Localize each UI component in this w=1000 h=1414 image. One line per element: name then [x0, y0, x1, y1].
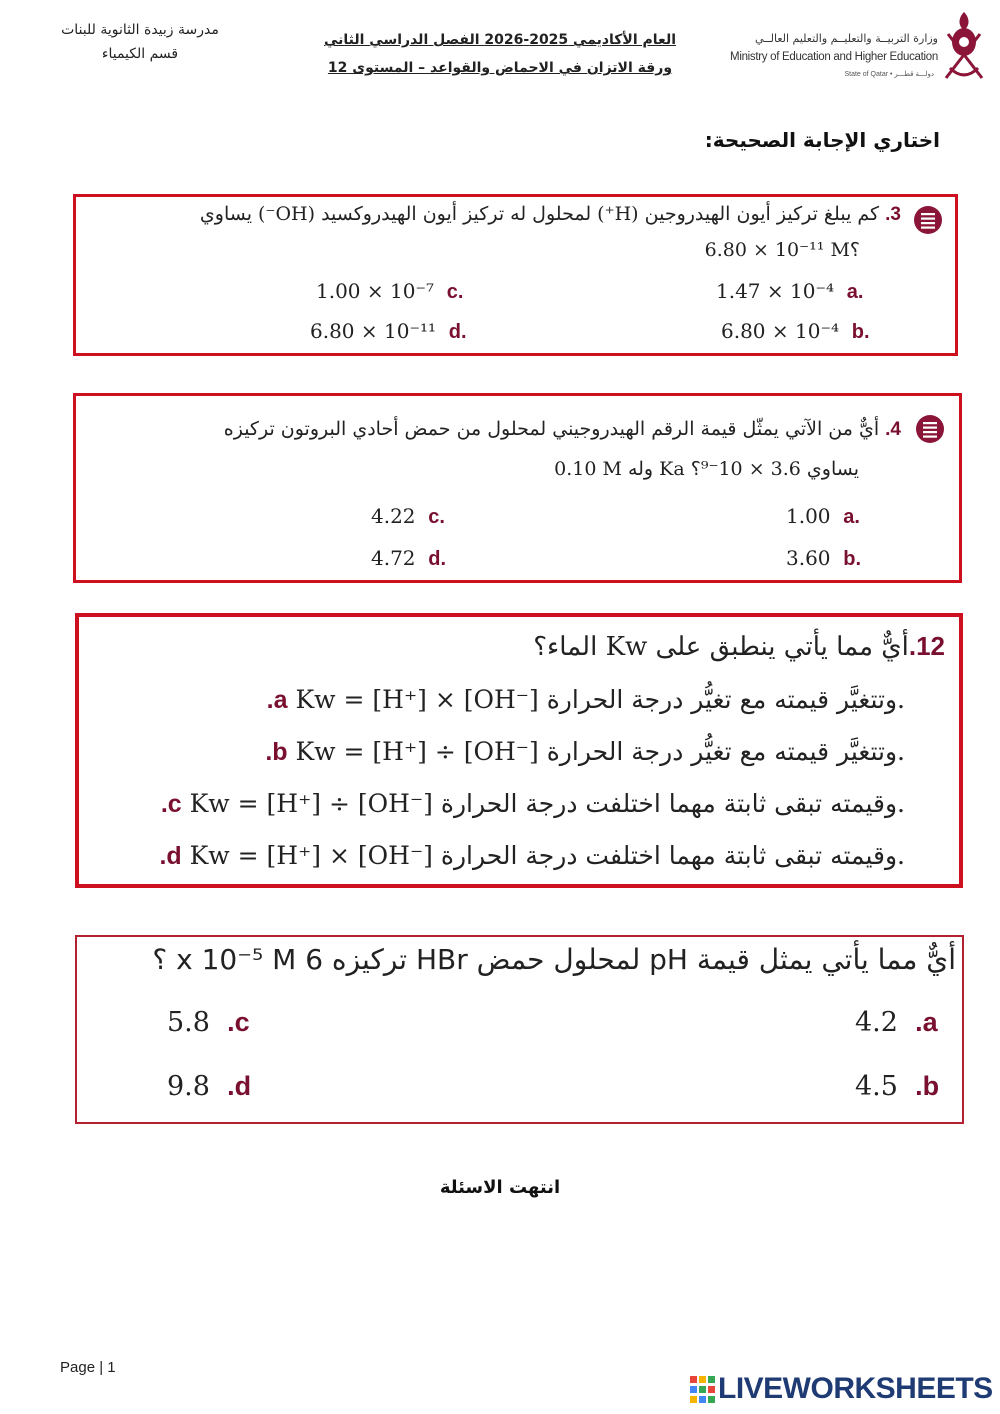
state-label: State of Qatar • دولـــة قطـــر: [844, 71, 934, 78]
q12-option-d-desc: وقيمته تبقى ثابتة مهما اختلفت درجة الحرارة.: [440, 841, 905, 870]
question-12-number: 12.: [908, 631, 945, 661]
school-name: مدرسة زبيدة الثانوية للبنات: [61, 22, 219, 38]
question-3-box: [73, 194, 958, 356]
ministry-logo-block: [730, 8, 990, 83]
q3-option-b-letter: b.: [851, 321, 870, 343]
q3-option-b-value: 6.80 × 10⁻⁴: [721, 319, 840, 343]
qhbr-option-b[interactable]: [855, 1071, 939, 1102]
q12-option-a-letter: .a: [266, 686, 288, 714]
qhbr-option-a-letter: .a: [915, 1007, 938, 1037]
q3-option-d-value: 6.80 × 10⁻¹¹: [310, 319, 437, 343]
ministry-name-ar: وزارة التربيــة والتعليــم والتعليم العالــي: [755, 32, 938, 45]
question-list-icon: [913, 205, 943, 235]
question-4-box: [73, 393, 962, 583]
q4-option-a-letter: a.: [843, 506, 860, 528]
department-name: قسم الكيمياء: [101, 46, 179, 62]
q12-option-a-formula: Kw = [H⁺] × [OH⁻]: [295, 685, 539, 714]
q4-option-a[interactable]: [786, 504, 860, 529]
q3-option-d-letter: d.: [448, 321, 467, 343]
question-3-number: 3.: [885, 204, 901, 225]
worksheet-header: [300, 26, 700, 82]
question-12-stem: [533, 631, 945, 662]
instruction-heading: اختاري الإجابة الصحيحة:: [704, 128, 940, 152]
qhbr-option-d-value: 9.8: [167, 1071, 210, 1102]
q12-option-c-formula: Kw = [H⁺] ÷ [OH⁻]: [189, 789, 433, 818]
q4-option-c-letter: c.: [428, 506, 445, 528]
q12-option-c[interactable]: [139, 789, 905, 819]
q12-option-d-formula: Kw = [H⁺] × [OH⁻]: [189, 841, 433, 870]
q12-option-b[interactable]: [243, 737, 905, 767]
q12-option-b-letter: .b: [265, 738, 288, 766]
qhbr-option-d[interactable]: [167, 1071, 251, 1102]
q3-option-d[interactable]: [310, 319, 467, 344]
qatar-emblem-icon: [940, 8, 988, 82]
qhbr-option-c-letter: .c: [227, 1007, 250, 1037]
q3-option-a[interactable]: [716, 279, 863, 304]
q12-option-b-formula: Kw = [H⁺] ÷ [OH⁻]: [295, 737, 539, 766]
q12-option-d-letter: .d: [159, 842, 182, 870]
q4-option-c-value: 4.22: [371, 504, 416, 528]
qhbr-option-c-value: 5.8: [167, 1007, 210, 1038]
question-4-text-line2: 0.10 M وله Ka يساوي 3.6 × 10⁻⁹؟: [554, 458, 859, 480]
school-header: [20, 18, 260, 66]
question-4-stem: [101, 418, 901, 441]
q4-option-d[interactable]: [371, 546, 446, 571]
question-hbr-box: [75, 935, 964, 1124]
qhbr-option-b-letter: .b: [915, 1071, 940, 1101]
qhbr-option-c[interactable]: [167, 1007, 250, 1038]
question-3-stem: [101, 203, 901, 226]
qhbr-option-d-letter: .d: [227, 1071, 252, 1101]
question-12-text: أيٌّ مما يأتي ينطبق على Kw الماء؟: [533, 632, 909, 662]
q4-option-b-letter: b.: [843, 548, 862, 570]
q3-option-c-value: 1.00 × 10⁻⁷: [316, 279, 435, 303]
liveworksheets-logo-icon: [690, 1376, 716, 1404]
liveworksheets-wordmark: LIVEWORKSHEETS: [718, 1372, 993, 1405]
qhbr-option-b-value: 4.5: [855, 1071, 898, 1102]
q4-option-b[interactable]: [786, 546, 861, 571]
end-of-questions: انتهت الاسئلة: [439, 1177, 561, 1198]
q4-option-d-value: 4.72: [371, 546, 416, 570]
q12-option-d[interactable]: [137, 841, 905, 871]
q3-option-c-letter: c.: [446, 281, 464, 303]
question-3-text-line2: 6.80 × 10⁻¹¹ M؟: [704, 239, 860, 261]
q3-option-a-value: 1.47 × 10⁻⁴: [716, 279, 835, 303]
worksheet-title: ورقة الاتزان في الاحماض والقواعد – المستوى 12: [327, 60, 673, 76]
q4-option-a-value: 1.00: [786, 504, 831, 528]
question-list-icon: [915, 414, 945, 444]
ministry-name-en: Ministry of Education and Higher Education: [730, 51, 938, 63]
question-hbr-text: أيٌّ مما يأتي يمثل قيمة pH لمحلول حمض HBr تركيزه 6 x 10⁻⁵ M ؟: [152, 943, 956, 976]
question-12-box: [75, 613, 963, 888]
liveworksheets-brand[interactable]: [690, 1372, 993, 1408]
question-4-text-line1: أيٌّ من الآتي يمثّل قيمة الرقم الهيدروجيني لمحلول من حمض أحادي البروتون تركيزه: [223, 418, 880, 440]
q12-option-a[interactable]: [245, 685, 905, 715]
q4-option-b-value: 3.60: [786, 546, 831, 570]
question-4-number: 4.: [885, 419, 901, 440]
q12-option-c-letter: .c: [160, 790, 182, 818]
qhbr-option-a[interactable]: [855, 1007, 938, 1038]
q3-option-a-letter: a.: [846, 281, 864, 303]
q12-option-b-desc: وتتغيَّر قيمته مع تغيُّر درجة الحرارة.: [546, 737, 905, 766]
qhbr-option-a-value: 4.2: [855, 1007, 898, 1038]
academic-year-line: العام الأكاديمي 2025-2026 الفصل الدراسي الثاني: [323, 32, 677, 48]
page-number: Page | 1: [60, 1359, 116, 1376]
q3-option-b[interactable]: [721, 319, 870, 344]
q3-option-c[interactable]: [316, 279, 463, 304]
q4-option-d-letter: d.: [428, 548, 447, 570]
question-3-text-line1: كم يبلغ تركيز أيون الهيدروجين (H⁺) لمحلول له تركيز أيون الهيدروكسيد (OH⁻) يساوي: [199, 203, 880, 225]
q4-option-c[interactable]: [371, 504, 445, 529]
q12-option-c-desc: وقيمته تبقى ثابتة مهما اختلفت درجة الحرارة.: [440, 789, 905, 818]
q12-option-a-desc: وتتغيَّر قيمته مع تغيُّر درجة الحرارة.: [546, 685, 905, 714]
